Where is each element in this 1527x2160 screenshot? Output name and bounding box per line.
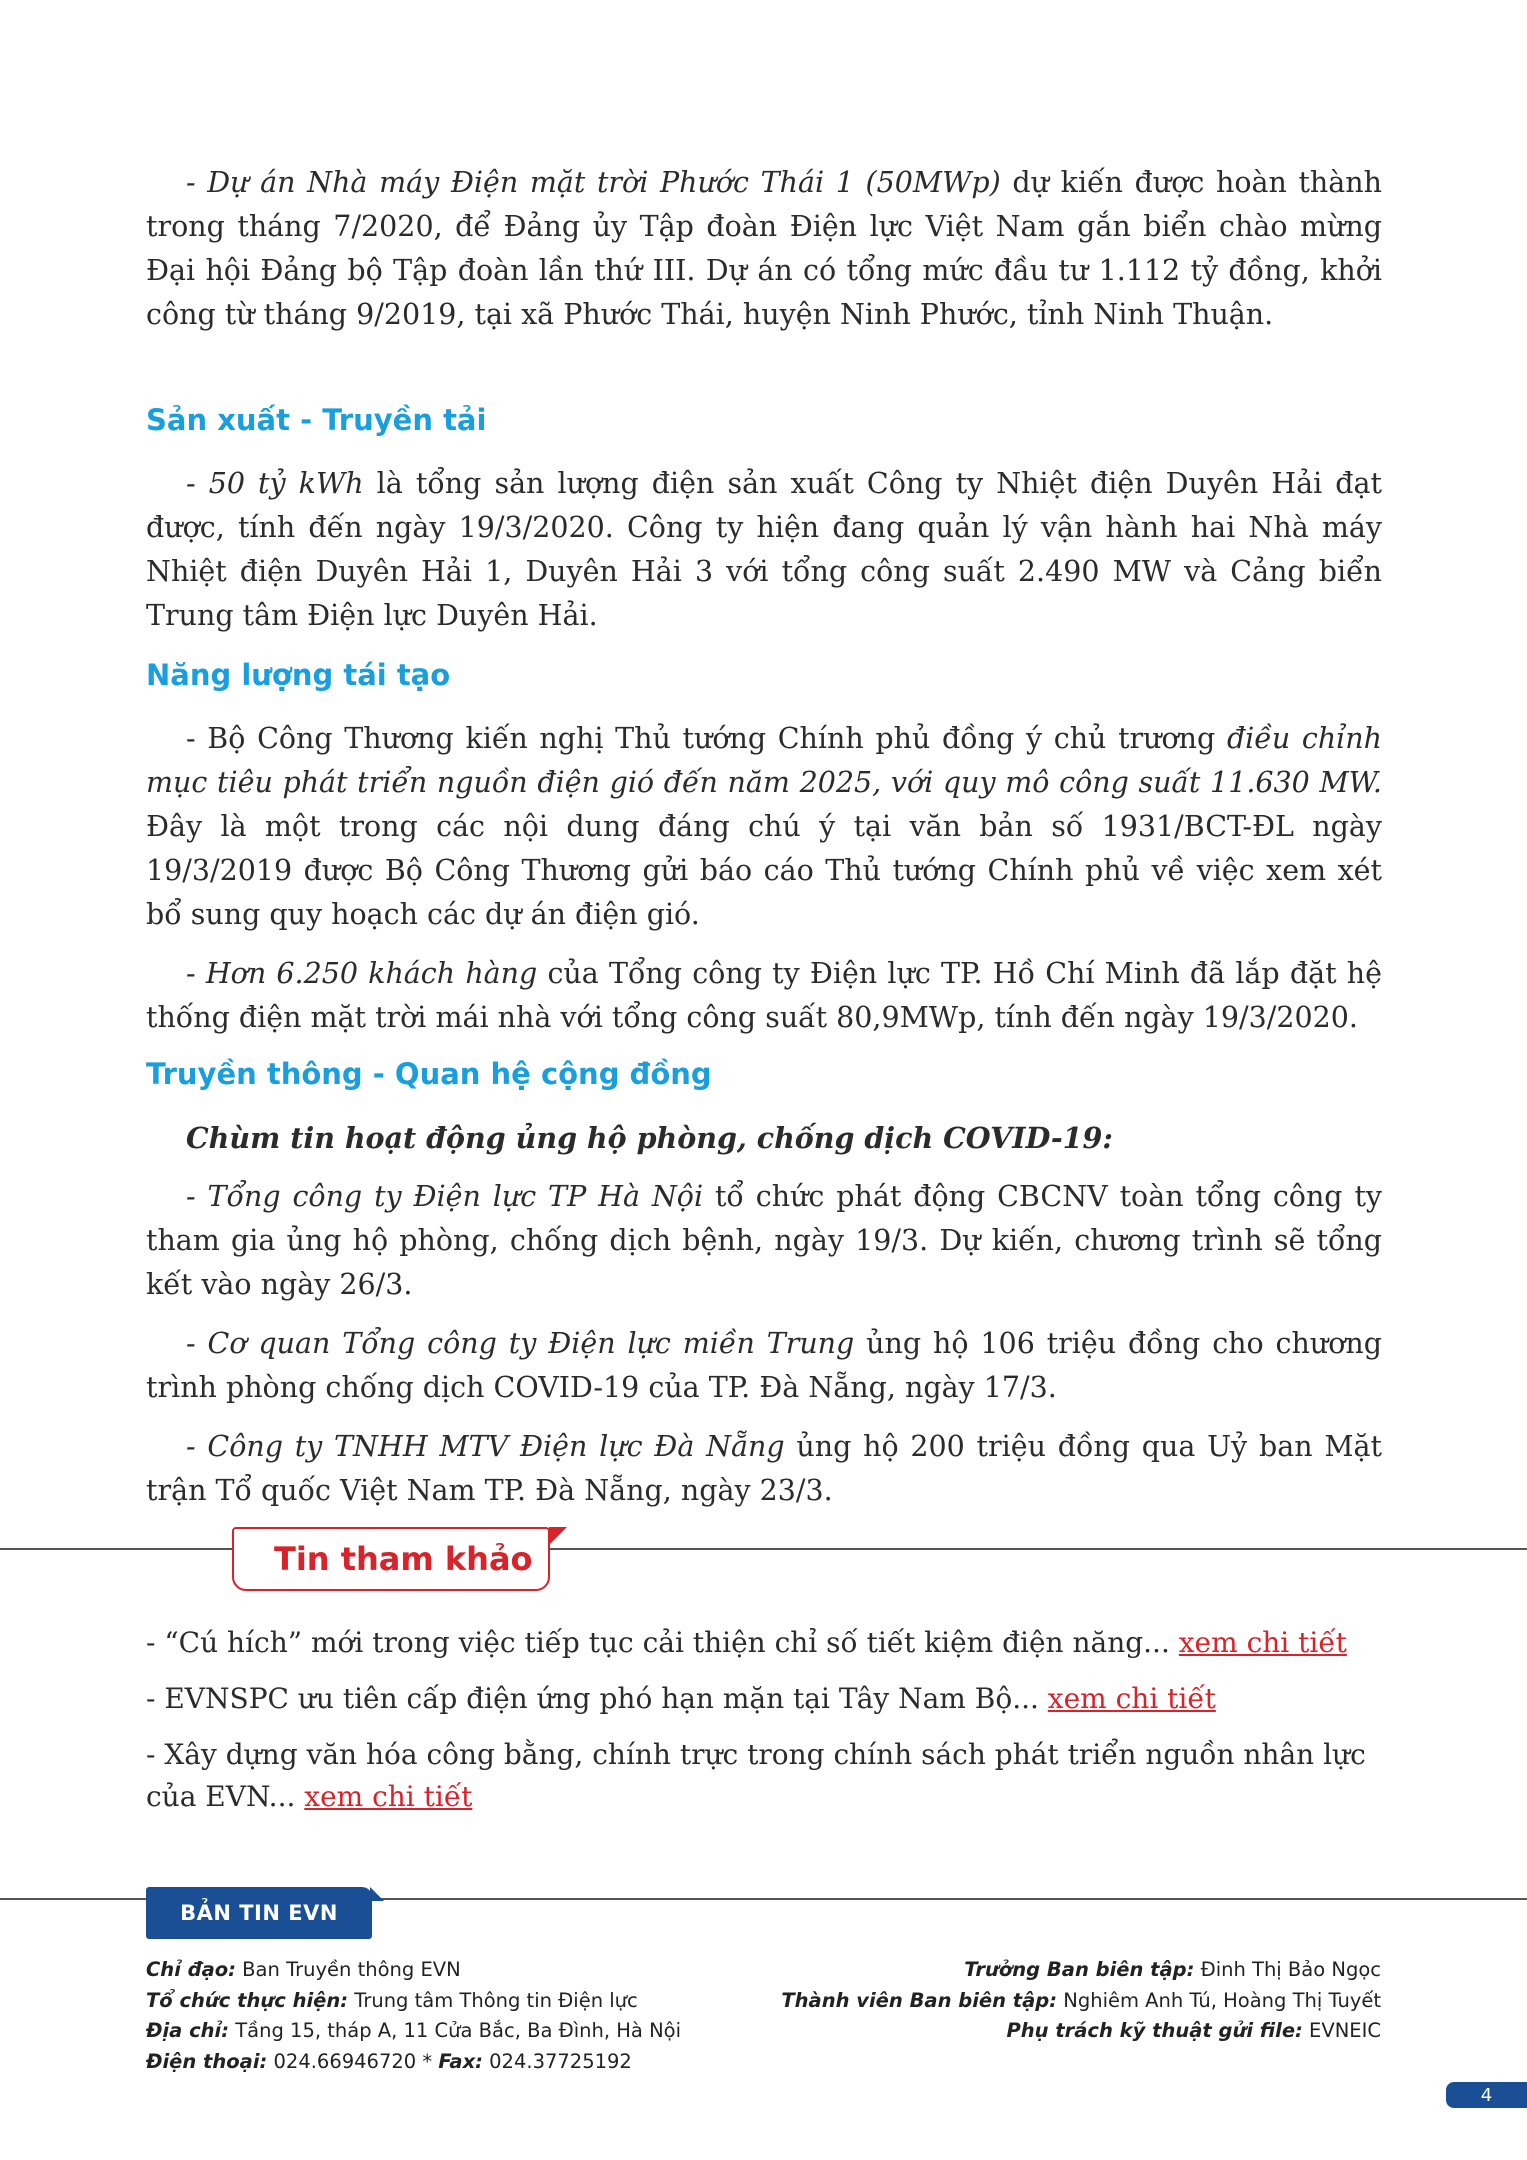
credit-line: Địa chỉ: Tầng 15, tháp A, 11 Cửa Bắc, Ba Đình, Hà Nội xyxy=(146,2019,682,2042)
credit-line: Thành viên Ban biên tập: Nghiêm Anh Tú, Hoàng Thị Tuyết xyxy=(781,1988,1381,2012)
credit-line: Tổ chức thực hiện: Trung tâm Thông tin Điện lực xyxy=(146,1988,638,2012)
paragraph: - Cơ quan Tổng công ty Điện lực miền Trung ủng hộ 106 triệu đồng cho chương trình phòng chống dịch COVID-19 của TP. Đà Nẵng, ngày 17/3. xyxy=(146,1327,1382,1404)
subheading: Chùm tin hoạt động ủng hộ phòng, chống dịch COVID-19: xyxy=(186,1121,1113,1155)
references-list xyxy=(146,1622,1396,1832)
heading-san-xuat: Sản xuất - Truyền tải xyxy=(146,403,487,437)
credit-line: Phụ trách kỹ thuật gửi file: EVNEIC xyxy=(1006,2019,1381,2042)
credit-line: Chỉ đạo: Ban Truyền thông EVN xyxy=(146,1958,461,1981)
paragraph: - Bộ Công Thương kiến nghị Thủ tướng Chính phủ đồng ý chủ trương điều chỉnh mục tiêu phát triển nguồn điện gió đến năm 2025, với quy mô công suất 11.630 MW. Đây là một trong các nội dung đáng chú ý tại văn bản số 1931/BCT-ĐL ngày 19/3/2019 được Bộ Công Thương gửi báo cáo Thủ tướng Chính phủ về việc xem xét bổ sung quy hoạch các dự án điện gió. xyxy=(146,722,1382,931)
badge-corner xyxy=(370,1887,384,1901)
paragraph: - Tổng công ty Điện lực TP Hà Nội tổ chức phát động CBCNV toàn tổng công ty tham gia ủng hộ phòng, chống dịch bệnh, ngày 19/3. Dự kiến, chương trình sẽ tổng kết vào ngày 26/3. xyxy=(146,1180,1382,1301)
heading-truyen-thong: Truyền thông - Quan hệ cộng đồng xyxy=(146,1057,712,1091)
credits-right xyxy=(781,1955,1381,2047)
detail-link[interactable]: xem chi tiết xyxy=(1047,1682,1216,1715)
credit-line: Điện thoại: 024.66946720 * Fax: 024.37725192 xyxy=(146,2049,632,2073)
page-number: 4 xyxy=(1446,2082,1527,2108)
heading-nang-luong: Năng lượng tái tạo xyxy=(146,658,451,692)
credit-line: Trưởng Ban biên tập: Đinh Thị Bảo Ngọc xyxy=(964,1958,1381,1981)
paragraph: - Hơn 6.250 khách hàng của Tổng công ty Điện lực TP. Hồ Chí Minh đã lắp đặt hệ thống điện mặt trời mái nhà với tổng công suất 80,9MWp, tính đến ngày 19/3/2020. xyxy=(146,957,1382,1034)
section-truyen-thong xyxy=(146,1116,1382,1513)
list-item: - “Cú hích” mới trong việc tiếp tục cải thiện chỉ số tiết kiệm điện năng... xem chi tiết xyxy=(146,1626,1347,1659)
list-item: - Xây dựng văn hóa công bằng, chính trực trong chính sách phát triển nguồn nhân lực của EVN... xem chi tiết xyxy=(146,1738,1366,1813)
paragraph: - 50 tỷ kWh là tổng sản lượng điện sản xuất Công ty Nhiệt điện Duyên Hải đạt được, tính đến ngày 19/3/2020. Công ty hiện đang quản lý vận hành hai Nhà máy Nhiệt điện Duyên Hải 1, Duyên Hải 3 với tổng công suất 2.490 MW và Cảng biển Trung tâm Điện lực Duyên Hải. xyxy=(146,467,1382,632)
paragraph: - Công ty TNHH MTV Điện lực Đà Nẵng ủng hộ 200 triệu đồng qua Uỷ ban Mặt trận Tổ quốc Việt Nam TP. Đà Nẵng, ngày 23/3. xyxy=(146,1430,1382,1507)
section-phuoc-thai xyxy=(146,161,1382,337)
detail-link[interactable]: xem chi tiết xyxy=(304,1780,473,1813)
divider xyxy=(0,1548,1527,1550)
section-nang-luong xyxy=(146,717,1382,1040)
newsletter-badge: BẢN TIN EVN xyxy=(146,1887,372,1939)
section-san-xuat xyxy=(146,462,1382,638)
credits-left xyxy=(146,1955,681,2077)
paragraph: - Dự án Nhà máy Điện mặt trời Phước Thái 1 (50MWp) dự kiến được hoàn thành trong tháng 7/2020, để Đảng ủy Tập đoàn Điện lực Việt Nam gắn biển chào mừng Đại hội Đảng bộ Tập đoàn lần thứ III. Dự án có tổng mức đầu tư 1.112 tỷ đồng, khởi công từ tháng 9/2019, tại xã Phước Thái, huyện Ninh Phước, tỉnh Ninh Thuận. xyxy=(146,166,1382,331)
references-label: Tin tham khảo xyxy=(232,1527,550,1591)
list-item: - EVNSPC ưu tiên cấp điện ứng phó hạn mặn tại Tây Nam Bộ... xem chi tiết xyxy=(146,1682,1216,1715)
label-corner xyxy=(549,1527,567,1545)
detail-link[interactable]: xem chi tiết xyxy=(1178,1626,1347,1659)
